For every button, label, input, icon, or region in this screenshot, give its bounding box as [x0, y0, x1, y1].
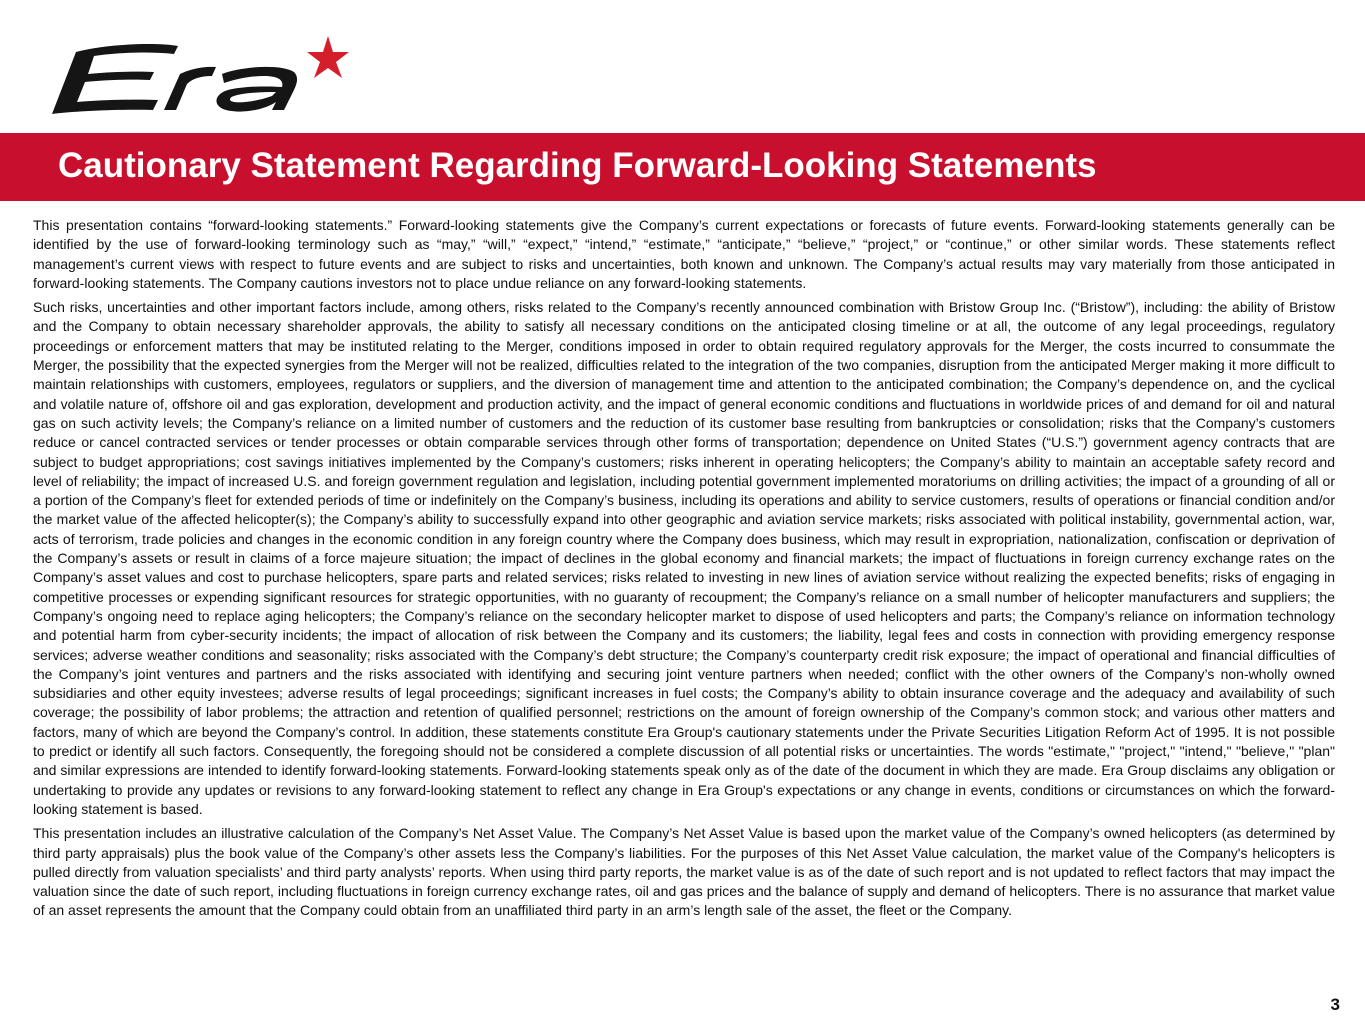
disclaimer-body — [33, 216, 1335, 926]
era-logo — [46, 34, 356, 124]
red-star-icon — [307, 36, 349, 78]
era-wordmark — [52, 44, 297, 114]
paragraph-forward-looking-intro: This presentation contains “forward-looking statements.” Forward-looking statements give the Company’s current expectations or forecasts of future events. Forward-looking statements generally can be identified by the use of forward-looking terminology such as “may,” “will,” “expect,” “intend,” “estimate,” “anticipate,” “believe,” “project,” or “continue,” or other similar words. These statements reflect management’s current views with respect to future events and are subject to risks and uncertainties, both known and unknown. The Company’s actual results may vary materially from those anticipated in forward-looking statements. The Company cautions investors not to place undue reliance on any forward-looking statements. — [33, 217, 1335, 291]
paragraph-risk-factors: Such risks, uncertainties and other important factors include, among others, risks related to the Company’s recently announced combination with Bristow Group Inc. (“Bristow”), including: the ability of Bristow and the Company to obtain necessary shareholder approvals, the ability to satisfy all necessary conditions on the anticipated closing timeline or at all, the outcome of any legal proceedings, regulatory proceedings or enforcement matters that may be instituted relating to the Merger, conditions imposed in order to obtain required regulatory approvals for the Merger, the costs incurred to consummate the Merger, the possibility that the expected synergies from the Merger will not be realized, difficulties related to the integration of the two companies, disruption from the anticipated Merger making it more difficult to maintain relationships with customers, employees, regulators or suppliers, and the diversion of management time and attention to the anticipated combination; the Company’s dependence on, and the cyclical and volatile nature of, offshore oil and gas exploration, development and production activity, and the impact of general economic conditions and fluctuations in worldwide prices of and demand for oil and natural gas on such activity levels; the Company’s reliance on a limited number of customers and the reduction of its customer base resulting from bankruptcies or consolidation; risks that the Company’s customers reduce or cancel contracted services or tender processes or obtain comparable services through other forms of transportation; dependence on United States (“U.S.”) government agency contracts that are subject to budget appropriations; cost savings initiatives implemented by the Company’s customers; risks inherent in operating helicopters; the Company’s ability to maintain an acceptable safety record and level of reliability; the impact of increased U.S. and foreign government regulation and legislation, including potential government implemented moratoriums on drilling activities; the impact of a grounding of all or a portion of the Company’s fleet for extended periods of time or indefinitely on the Company’s business, including its operations and ability to service customers, results of operations or financial condition and/or the market value of the affected helicopter(s); the Company’s ability to successfully expand into other geographic and aviation service markets; risks associated with political instability, governmental action, war, acts of terrorism, trade policies and changes in the economic condition in any foreign country where the Company does business, which may result in expropriation, nationalization, confiscation or deprivation of the Company’s assets or result in claims of a force majeure situation; the impact of declines in the global economy and financial markets; the impact of fluctuations in foreign currency exchange rates on the Company’s asset values and cost to purchase helicopters, spare parts and related services; risks related to investing in new lines of aviation service without realizing the expected benefits; risks of engaging in competitive processes or expending significant resources for strategic opportunities, with no guaranty of recoupment; the Company’s reliance on a small number of helicopter manufacturers and suppliers; the Company’s ongoing need to replace aging helicopters; the Company’s reliance on the secondary helicopter market to dispose of used helicopters and parts; the Company’s reliance on information technology and potential harm from cyber-security incidents; the impact of allocation of risk between the Company and its customers; the liability, legal fees and costs in connection with providing emergency response services; adverse weather conditions and seasonality; risks associated with the Company’s debt structure; the Company’s counterparty credit risk exposure; the impact of operational and financial difficulties of the Company’s joint ventures and partners and the risks associated with identifying and securing joint venture partners when needed; conflict with the other owners of the Company’s non-wholly owned subsidiaries and other equity investees; adverse results of legal proceedings; significant increases in fuel costs; the Company’s ability to obtain insurance coverage and the adequacy and availability of such coverage; the possibility of labor problems; the attraction and retention of qualified personnel; restrictions on the amount of foreign ownership of the Company’s common stock; and various other matters and factors, many of which are beyond the Company’s control. In addition, these statements constitute Era Group's cautionary statements under the Private Securities Litigation Reform Act of 1995. It is not possible to predict or identify all such factors. Consequently, the foregoing should not be considered a complete discussion of all potential risks or uncertainties. The words "estimate," "project," "intend," "believe," "plan" and similar expressions are intended to identify forward-looking statements. Forward-looking statements speak only as of the date of the document in which they are made. Era Group disclaims any obligation or undertaking to provide any updates or revisions to any forward-looking statement to reflect any change in Era Group's expectations or any change in events, conditions or circumstances on which the forward-looking statement is based. — [33, 299, 1335, 817]
title-band — [0, 133, 1365, 201]
page-number: 3 — [1330, 995, 1340, 1014]
page-title: Cautionary Statement Regarding Forward-Looking Statements — [58, 146, 1097, 185]
paragraph-net-asset-value: This presentation includes an illustrative calculation of the Company’s Net Asset Value. The Company’s Net Asset Value is based upon the market value of the Company’s owned helicopters (as determined by third party appraisals) plus the book value of the Company’s other assets less the Company’s liabilities. For the purposes of this Net Asset Value calculation, the market value of the Company's helicopters is pulled directly from valuation specialists’ and third party analysts’ reports. When using third party reports, the market value is as of the date of such report and is not updated to reflect factors that may impact the valuation since the date of such report, including fluctuations in foreign currency exchange rates, oil and gas prices and the balance of supply and demand of helicopters. There is no assurance that market value of an asset represents the amount that the Company could obtain from an unaffiliated third party in an arm’s length sale of the asset, the fleet or the Company. — [33, 825, 1335, 919]
